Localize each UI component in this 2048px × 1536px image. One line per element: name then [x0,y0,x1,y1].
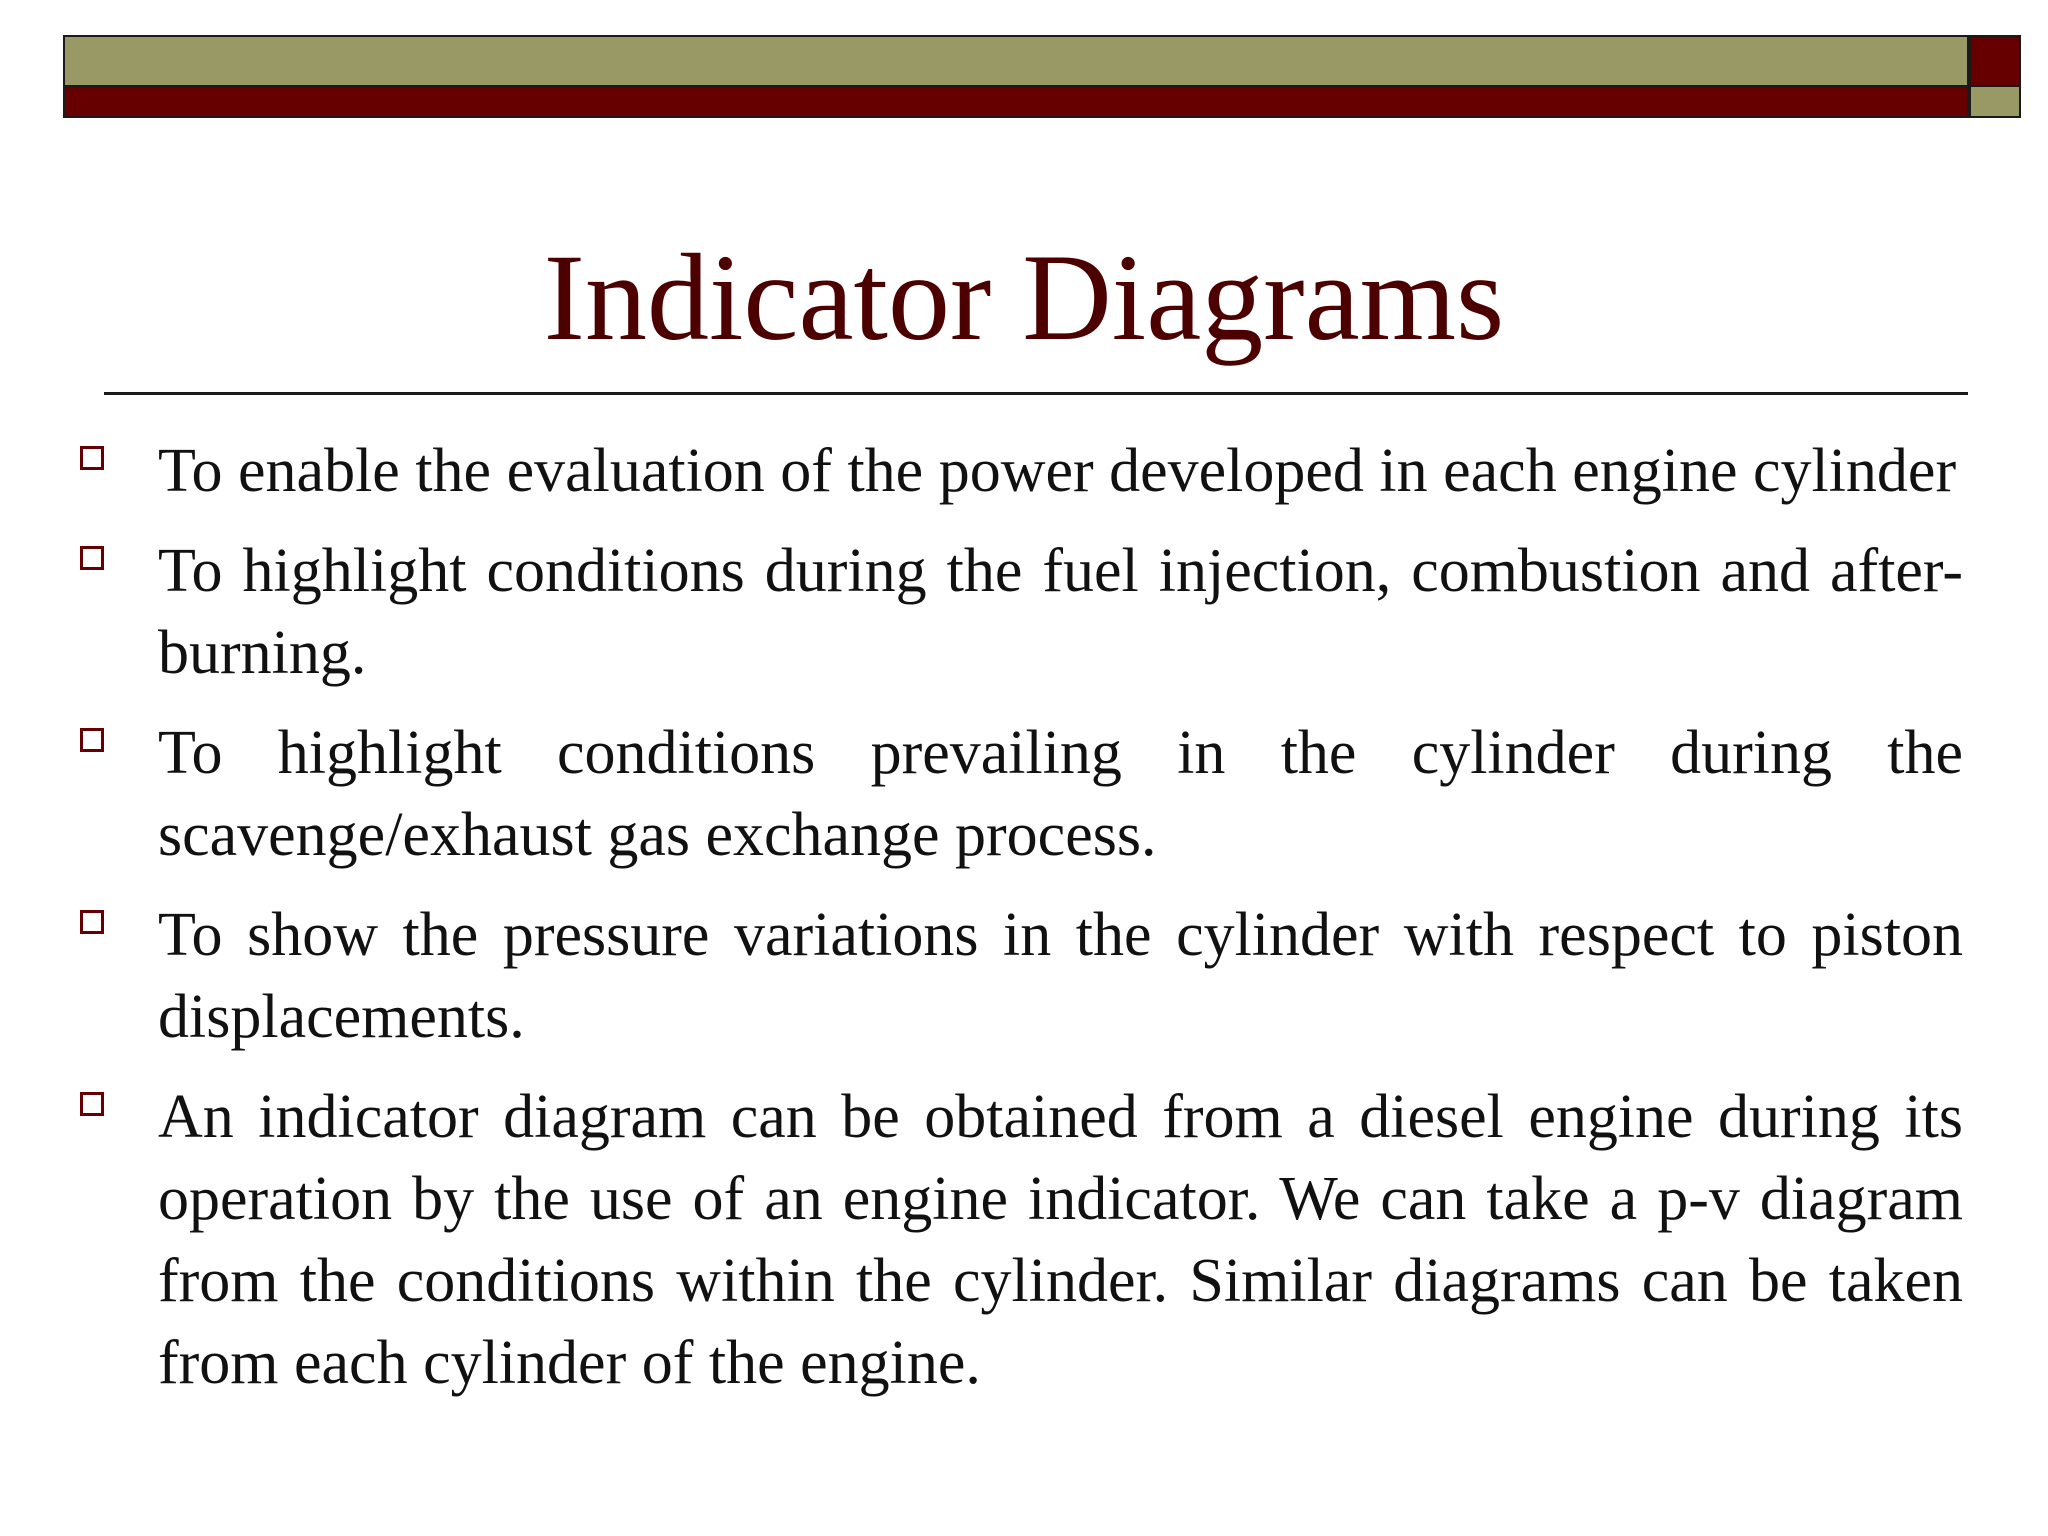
hollow-square-bullet-icon [80,546,104,570]
bullet-list [0,430,2048,1422]
bullet-item [0,894,2048,1058]
bullet-item [0,430,2048,512]
bullet-item [0,530,2048,694]
header-bar-olive [63,35,1969,87]
slide-title: Indicator Diagrams [543,229,1505,366]
bullet-text: To enable the evaluation of the power developed in each engine cylinder [158,437,1957,505]
hollow-square-bullet-icon [80,446,104,470]
header-corner-olive [1969,87,2021,118]
title-divider [104,392,1968,395]
bullet-text: To highlight conditions during the fuel injection, combustion and after-burning. [158,537,1963,687]
hollow-square-bullet-icon [80,1092,104,1116]
bullet-text: An indicator diagram can be obtained from a diesel engine during its operation by the use of an engine indicator. We can take a p-v diagram from the conditions within the cylinder. Similar diagrams can be taken from each cylinder of the engine. [158,1083,1963,1397]
header-corner-maroon [1969,35,2021,87]
bullet-text: To show the pressure variations in the cylinder with respect to piston displacements. [158,901,1963,1051]
header-bar-maroon [63,87,1969,118]
bullet-item [0,712,2048,876]
bullet-text: To highlight conditions prevailing in the cylinder during the scavenge/exhaust gas exchange process. [158,719,1963,869]
hollow-square-bullet-icon [80,910,104,934]
bullet-item [0,1076,2048,1404]
hollow-square-bullet-icon [80,728,104,752]
